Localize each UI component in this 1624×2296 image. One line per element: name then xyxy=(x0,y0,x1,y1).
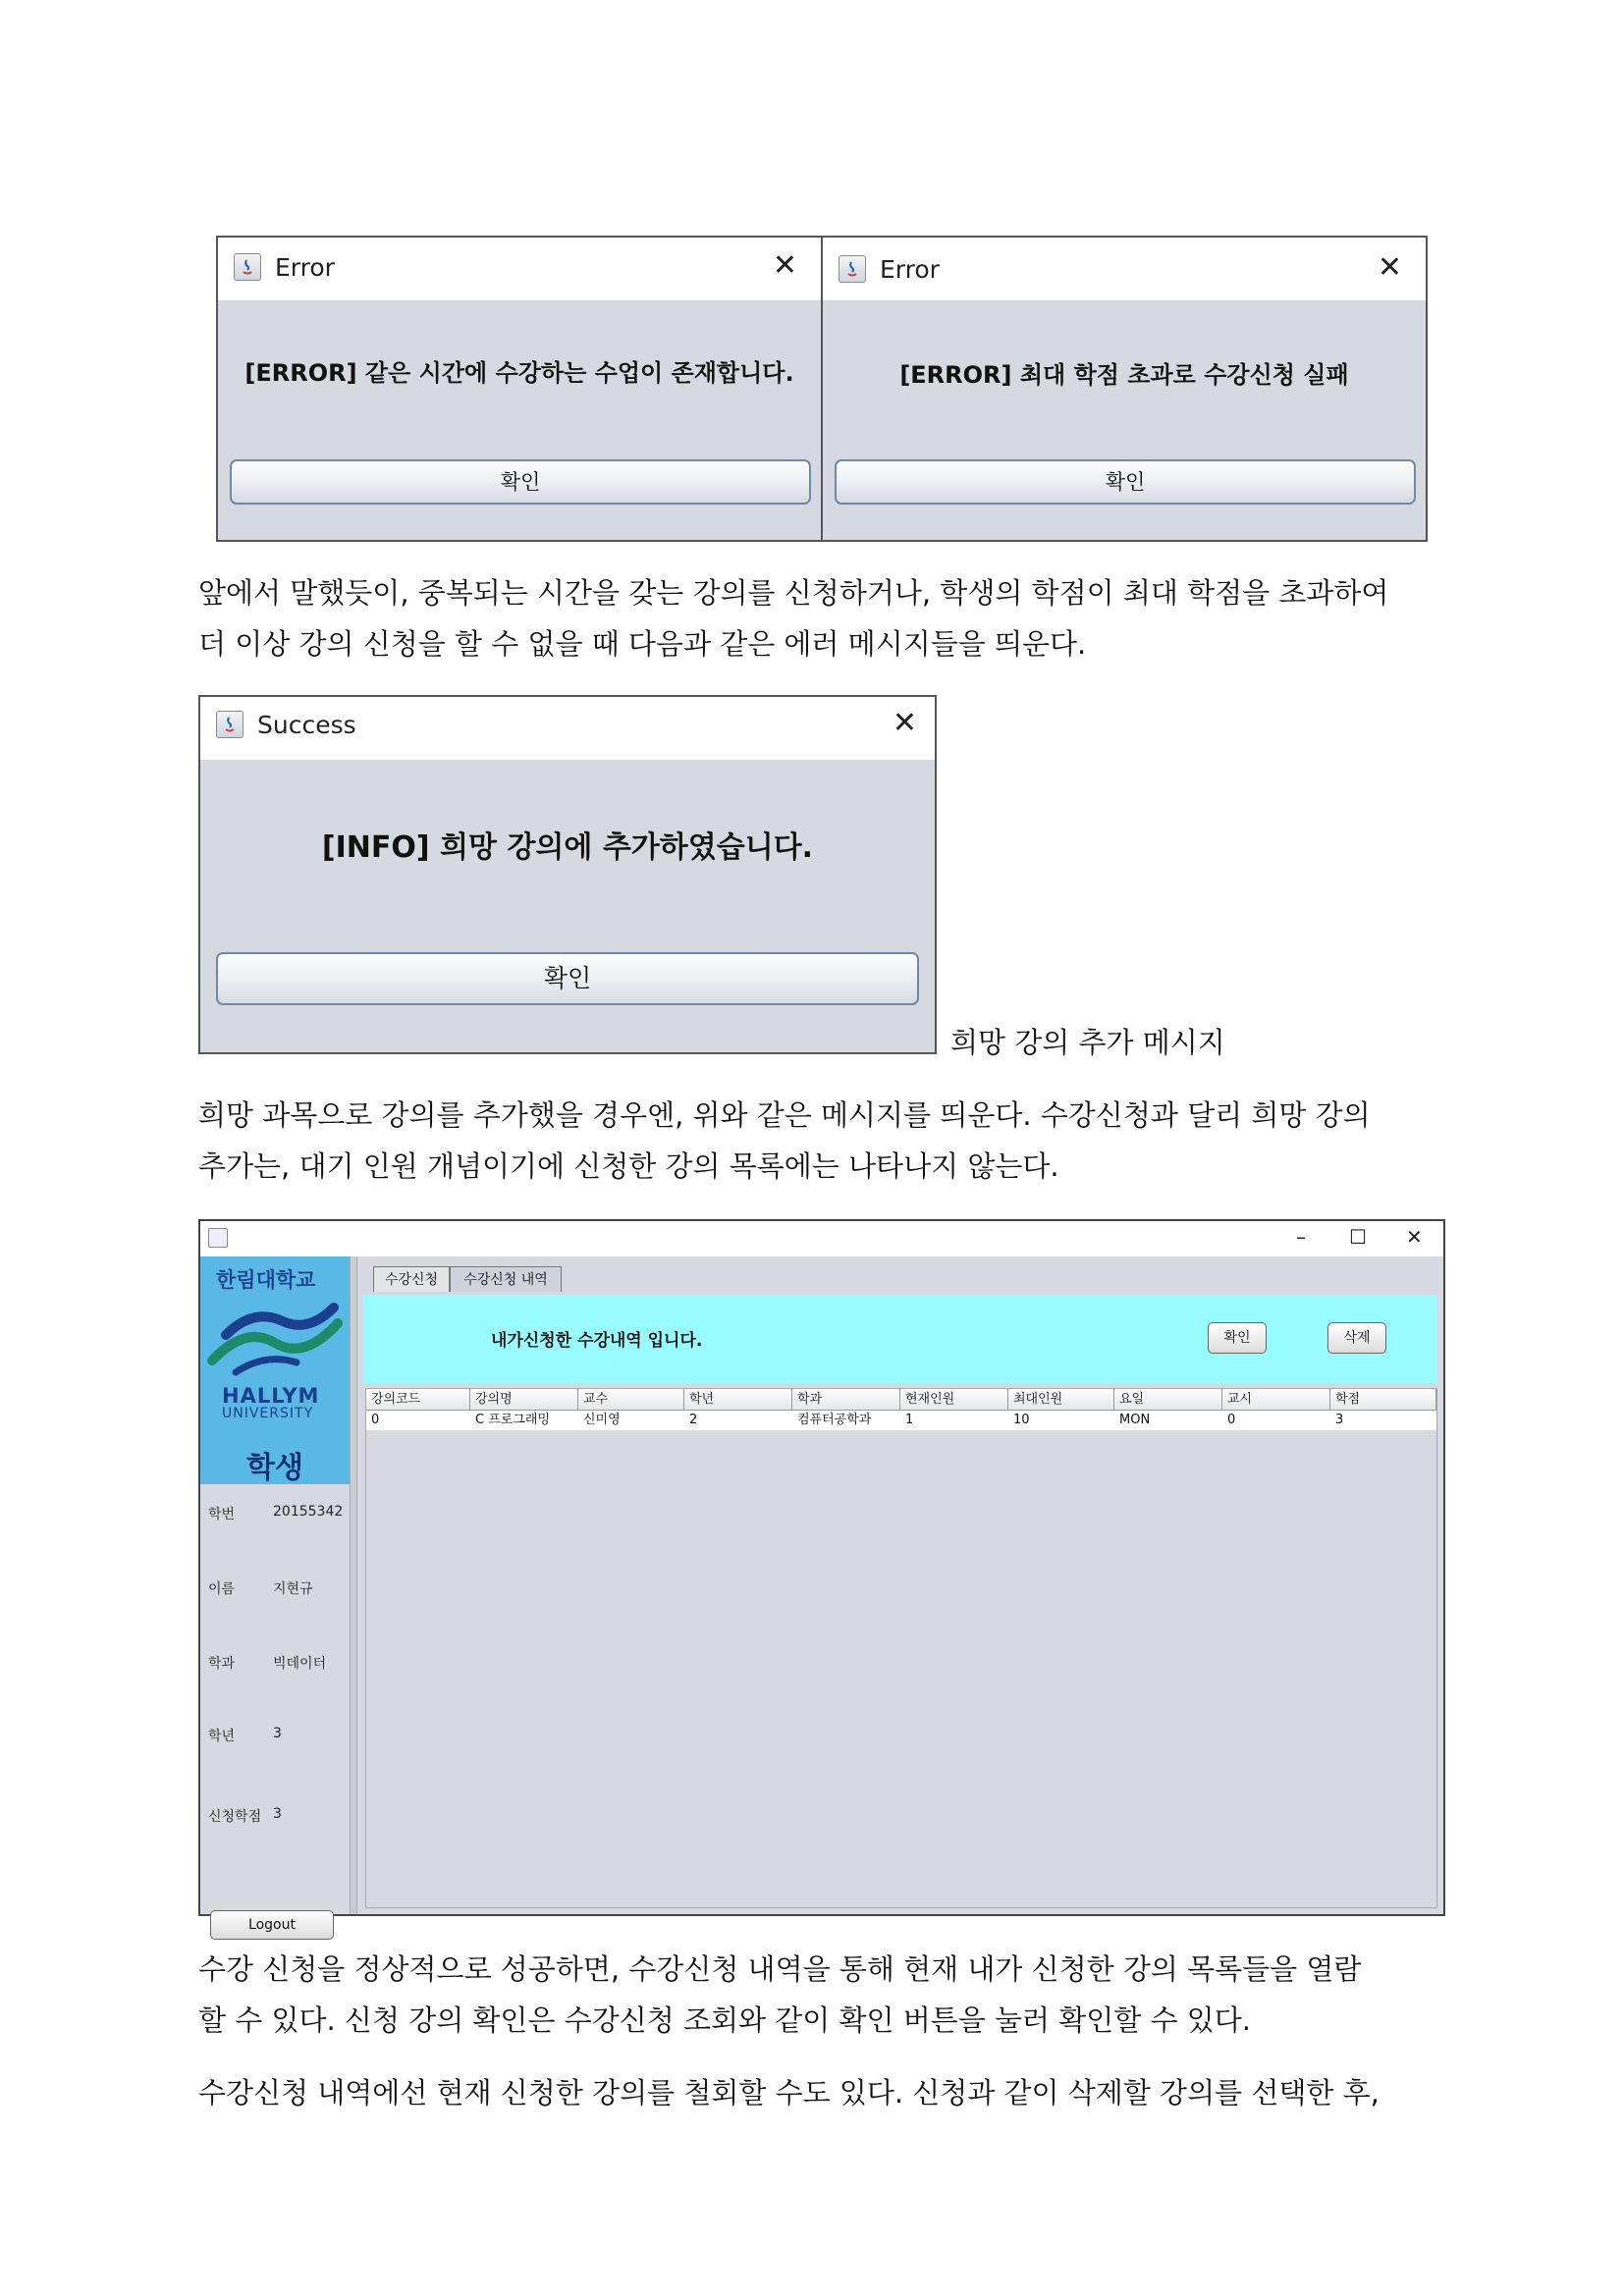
close-icon[interactable]: ✕ xyxy=(1377,250,1402,285)
text-line: 수강 신청을 정상적으로 성공하면, 수강신청 내역을 통해 현재 내가 신청한 강의 목록들을 열람 xyxy=(198,1952,1362,1986)
column-header[interactable]: 강의명 xyxy=(470,1389,578,1411)
logout-button[interactable]: Logout xyxy=(210,1910,334,1940)
table-cell: 컴퓨터공학과 xyxy=(797,1413,872,1427)
confirm-button[interactable]: 확인 xyxy=(1208,1322,1267,1354)
dialog-title: Error xyxy=(275,253,335,282)
text-line: 더 이상 강의 신청을 할 수 없을 때 다음과 같은 에러 메시지들을 띄운다. xyxy=(198,627,1087,661)
tab-course-registration[interactable]: 수강신청 xyxy=(373,1266,450,1292)
dialog-message: [ERROR] 같은 시간에 수강하는 수업이 존재합니다. xyxy=(244,359,794,387)
split-pane-divider[interactable] xyxy=(350,1256,357,1914)
university-logo xyxy=(200,1256,350,1484)
table-cell: 0 xyxy=(371,1413,380,1427)
dialog-message: [INFO] 희망 강의에 추가하였습니다. xyxy=(321,830,814,865)
dialog-message: [ERROR] 최대 학점 초과로 수강신청 실패 xyxy=(899,361,1349,389)
maximize-icon[interactable]: ☐ xyxy=(1349,1225,1367,1249)
close-icon[interactable]: ✕ xyxy=(1406,1225,1423,1249)
ok-button[interactable]: 확인 xyxy=(835,459,1416,505)
paragraph-withdraw-explanation xyxy=(198,2067,1380,2118)
text-line: 할 수 있다. 신청 강의 확인은 수강신청 조회와 같이 확인 버튼을 눌러 확인할 수 있다. xyxy=(198,2003,1251,2037)
minimize-icon[interactable]: – xyxy=(1296,1225,1306,1249)
text-line: 앞에서 말했듯이, 중복되는 시간을 갖는 강의를 신청하거나, 학생의 학점이 최대 학점을 초과하여 xyxy=(198,576,1389,610)
sidebar xyxy=(200,1256,350,1933)
paragraph-wishlist-explanation xyxy=(198,1090,1371,1192)
wave-emblem-icon xyxy=(206,1296,344,1376)
university-name-en-sub: UNIVERSITY xyxy=(222,1406,314,1421)
tab-strip xyxy=(359,1260,1441,1294)
tab-registration-history[interactable]: 수강신청 내역 xyxy=(450,1266,562,1292)
paragraph-error-explanation xyxy=(198,567,1388,669)
table-cell: 3 xyxy=(1335,1413,1344,1427)
university-name-en: HALLYM xyxy=(222,1384,320,1408)
ok-button[interactable]: 확인 xyxy=(230,459,811,505)
column-header[interactable]: 최대인원 xyxy=(1008,1389,1114,1411)
panel-message: 내가신청한 수강내역 입니다. xyxy=(491,1331,703,1351)
text-line: 수강신청 내역에선 현재 신청한 강의를 철회할 수도 있다. 신청과 같이 삭제할 강의를 선택한 후, xyxy=(198,2076,1380,2109)
window-title-bar xyxy=(200,1221,1443,1256)
error-dialog-duplicate-time xyxy=(216,236,823,542)
ok-button[interactable]: 확인 xyxy=(216,952,919,1005)
table-cell: C 프로그래밍 xyxy=(475,1413,550,1427)
student-name-value: 지현규 xyxy=(273,1581,313,1597)
column-header[interactable]: 강의코드 xyxy=(366,1389,470,1411)
column-header[interactable]: 학점 xyxy=(1330,1389,1436,1411)
table-cell: 10 xyxy=(1013,1413,1030,1427)
java-icon xyxy=(208,1228,228,1248)
java-icon xyxy=(839,255,866,283)
student-id-label: 학번 xyxy=(208,1507,236,1522)
table-cell: 0 xyxy=(1227,1413,1236,1427)
dialog-title: Success xyxy=(257,711,356,739)
text-line: 희망 과목으로 강의를 추가했을 경우엔, 위와 같은 메시지를 띄운다. 수강신청과 달리 희망 강의 xyxy=(198,1098,1371,1132)
column-header[interactable]: 학년 xyxy=(684,1389,792,1411)
delete-button[interactable]: 삭제 xyxy=(1327,1322,1386,1354)
column-header[interactable]: 교시 xyxy=(1222,1389,1330,1411)
text-line: 추가는, 대기 인원 개념이기에 신청한 강의 목록에는 나타나지 않는다. xyxy=(198,1149,1059,1183)
student-year-value: 3 xyxy=(273,1726,282,1741)
column-header[interactable]: 요일 xyxy=(1114,1389,1222,1411)
paragraph-history-explanation xyxy=(198,1944,1361,2046)
close-icon[interactable]: ✕ xyxy=(772,248,797,283)
dialog-title: Error xyxy=(880,255,940,284)
history-header-panel xyxy=(363,1295,1437,1383)
table-cell: 2 xyxy=(689,1413,698,1427)
success-dialog-caption: 희망 강의 추가 메시지 xyxy=(950,1026,1225,1059)
column-header[interactable]: 현재인원 xyxy=(900,1389,1008,1411)
student-dept-label: 학과 xyxy=(208,1656,236,1672)
role-label: 학생 xyxy=(246,1451,303,1485)
student-name-label: 이름 xyxy=(208,1581,236,1597)
error-dialog-max-credits xyxy=(821,236,1428,542)
column-header[interactable]: 교수 xyxy=(578,1389,684,1411)
student-id-value: 20155342 xyxy=(273,1504,344,1520)
table-cell: 1 xyxy=(905,1413,914,1427)
student-credits-label: 신청학점 xyxy=(208,1809,262,1825)
dialog-title-bar xyxy=(218,238,821,300)
close-icon[interactable]: ✕ xyxy=(892,706,917,740)
university-name-kr: 한림대학교 xyxy=(216,1268,316,1292)
student-year-label: 학년 xyxy=(208,1729,236,1744)
success-dialog xyxy=(198,695,937,1054)
table-cell: MON xyxy=(1119,1413,1151,1427)
course-registration-window xyxy=(198,1219,1445,1933)
table-cell: 신미영 xyxy=(583,1413,621,1427)
dialog-title-bar xyxy=(200,697,935,760)
java-icon xyxy=(234,253,261,281)
registration-table xyxy=(365,1388,1437,1908)
dialog-title-bar xyxy=(823,238,1426,300)
java-icon xyxy=(216,711,244,738)
student-credits-value: 3 xyxy=(273,1806,282,1822)
student-dept-value: 빅데이터 xyxy=(273,1656,327,1672)
column-header[interactable]: 학과 xyxy=(792,1389,900,1411)
